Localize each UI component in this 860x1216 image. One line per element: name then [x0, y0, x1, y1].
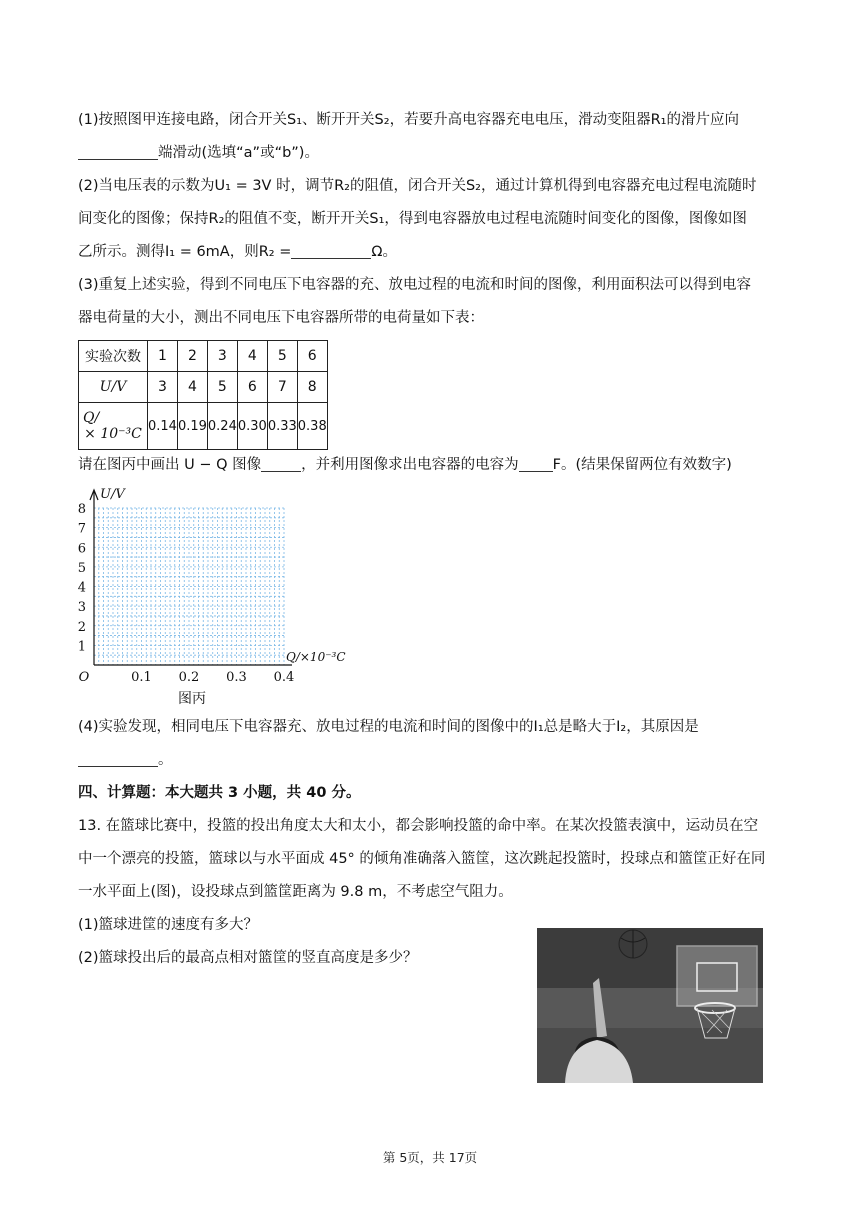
q2-line2: 间变化的图像；保持R₂的阻值不变，断开开关S₁，得到电容器放电过程电流随时间变化的图像，图像如图	[78, 211, 747, 227]
table-cell: 5	[267, 341, 297, 372]
q13-line2: 中一个漂亮的投篮，篮球以与水平面成 45° 的倾角准确落入篮筐，这次跳起投篮时，投球点和篮筐正好在同	[78, 851, 766, 867]
table-cell: 0.30	[237, 403, 267, 450]
grid	[94, 508, 284, 665]
answer-blank[interactable]	[78, 752, 158, 767]
table-cell: 6	[237, 372, 267, 403]
axes	[90, 490, 292, 665]
answer-blank[interactable]	[78, 145, 158, 160]
y-tick-label: 8	[77, 502, 86, 517]
table-cell: 0.33	[267, 403, 297, 450]
table-cell: 6	[297, 341, 327, 372]
q3-prompt-c: F。(结果保留两位有效数字)	[552, 457, 732, 473]
chart-title: 图丙	[178, 691, 206, 707]
y-tick-label: 1	[77, 639, 86, 655]
table-row	[79, 372, 328, 403]
y-tick-label: 3	[77, 600, 86, 616]
answer-blank[interactable]	[519, 457, 553, 472]
x-tick-label: 0.4	[273, 670, 295, 685]
q13-line3: 一水平面上(图)，设投球点到篮筐距离为 9.8 m，不考虑空气阻力。	[78, 884, 513, 900]
x-axis-label: Q/×10⁻³C	[286, 650, 346, 664]
table-header-cell	[79, 403, 148, 450]
basketball-photo	[537, 928, 763, 1083]
table-cell: 1	[148, 341, 178, 372]
table-header-cell: U/V	[79, 372, 148, 403]
section-heading: 四、计算题：本大题共 3 小题，共 40 分。	[78, 785, 361, 801]
y-tick-label: 5	[77, 560, 86, 576]
q-label-2: × 10⁻³C	[84, 426, 142, 442]
x-tick-label: 0.3	[226, 670, 247, 685]
q1-line2-wrap	[78, 143, 319, 163]
origin-label: O	[78, 670, 90, 685]
q3-prompt-b: ，并利用图像求出电容器的电容为	[301, 457, 519, 473]
q13-line1: 13. 在篮球比赛中，投篮的投出角度太大和太小，都会影响投篮的命中率。在某次投篮表演中，运动员在空	[78, 818, 759, 834]
table-cell: 0.38	[297, 403, 327, 450]
y-tick-label: 4	[77, 580, 86, 596]
table-row	[79, 403, 328, 450]
q4-line1: (4)实验发现，相同电压下电容器充、放电过程的电流和时间的图像中的I₁总是略大于I₂，其原因是	[78, 719, 699, 735]
q2-line3	[78, 242, 397, 262]
table-cell: 0.24	[207, 403, 237, 450]
table-cell: 3	[207, 341, 237, 372]
table-row	[79, 341, 328, 372]
q2-line3-a: 乙所示。测得I₁ = 6mA，则R₂ =	[78, 244, 292, 260]
page-footer: 第 5页，共 17页	[382, 1150, 478, 1165]
q3-prompt-a: 请在图丙中画出 U − Q 图像	[78, 457, 262, 473]
y-tick-label: 2	[77, 619, 86, 635]
q13-sub1: (1)篮球进筐的速度有多大？	[78, 917, 259, 933]
table-cell: 4	[237, 341, 267, 372]
q4-line2: 。	[158, 752, 173, 768]
q1-line1: (1)按照图甲连接电路，闭合开关S₁、断开开关S₂，若要升高电容器充电电压，滑动变阻器R₁的滑片应向	[78, 112, 739, 128]
table-cell: 3	[148, 372, 178, 403]
table-cell: 4	[177, 372, 207, 403]
u-q-graph[interactable]	[70, 480, 370, 710]
data-table	[78, 340, 328, 450]
table-cell: 2	[177, 341, 207, 372]
table-cell: 0.19	[177, 403, 207, 450]
y-tick-label: 7	[77, 521, 86, 537]
x-tick-label: 0.2	[178, 670, 200, 685]
q2-line3-b: Ω。	[371, 244, 397, 260]
x-tick-label: 0.1	[131, 670, 152, 685]
y-axis-label: U/V	[100, 487, 125, 502]
q3-prompt	[78, 455, 732, 475]
q3-line1: (3)重复上述实验，得到不同电压下电容器的充、放电过程的电流和时间的图像，利用面积法可以得到电容	[78, 277, 752, 293]
answer-blank[interactable]	[291, 244, 371, 259]
table-header-cell: 实验次数	[79, 341, 148, 372]
q2-line1: (2)当电压表的示数为U₁ = 3V 时，调节R₂的阻值，闭合开关S₂，通过计算机得到电容器充电过程电流随时	[78, 178, 757, 194]
q4-line2-wrap	[78, 750, 173, 770]
y-tick-label: 6	[77, 541, 86, 557]
table-cell: 8	[297, 372, 327, 403]
answer-blank[interactable]	[261, 457, 301, 472]
q1-line2: 端滑动(选填“a”或“b”)。	[158, 145, 319, 161]
q13-sub2: (2)篮球投出后的最高点相对篮筐的竖直高度是多少？	[78, 950, 418, 966]
table-cell: 5	[207, 372, 237, 403]
table-cell: 0.14	[148, 403, 178, 450]
table-cell: 7	[267, 372, 297, 403]
q-label-1: Q/	[83, 410, 100, 426]
q3-line2: 器电荷量的大小，测出不同电压下电容器所带的电荷量如下表：	[78, 310, 484, 326]
